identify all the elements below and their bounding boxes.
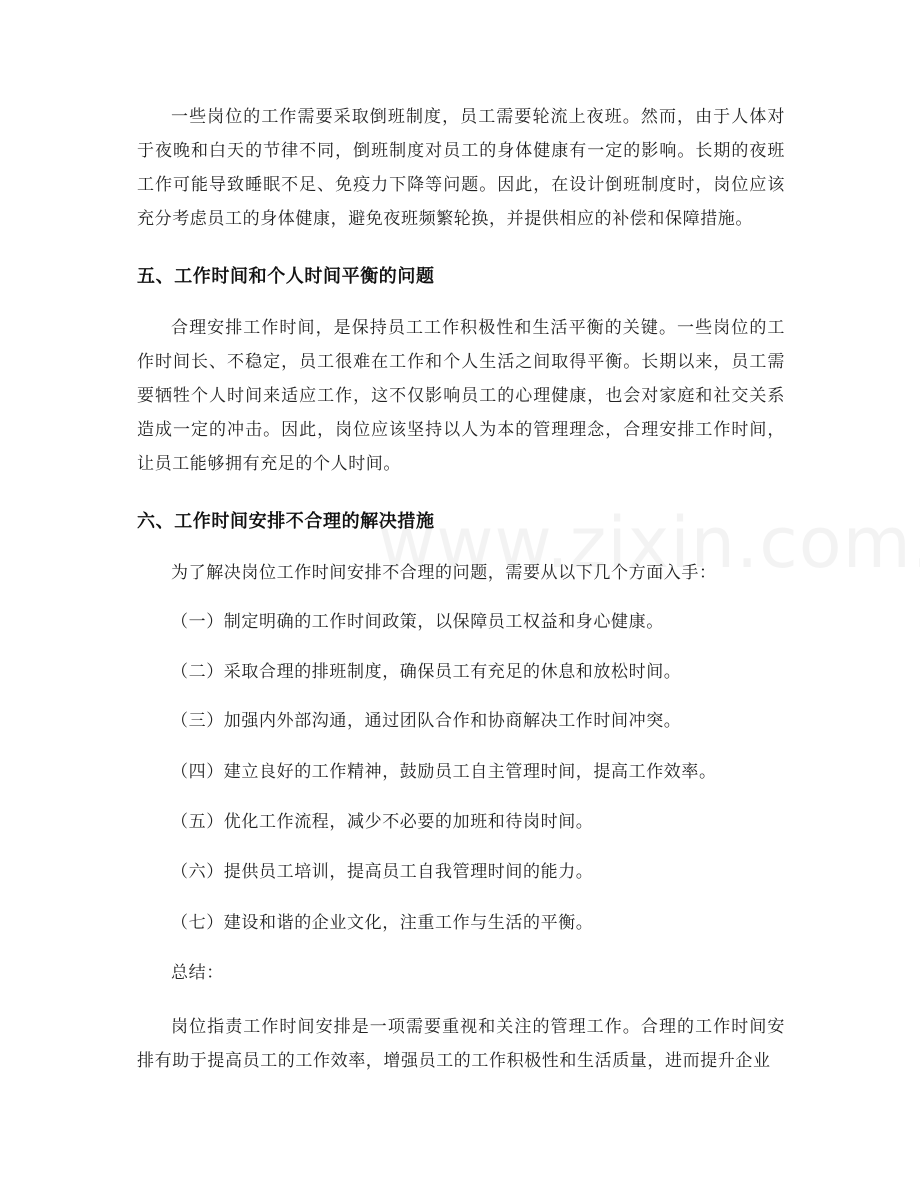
list-item: （一）制定明确的工作时间政策，以保障员工权益和身心健康。	[171, 612, 664, 632]
section-heading-6: 六、工作时间安排不合理的解决措施	[137, 511, 435, 532]
paragraph-shift-system: 一些岗位的工作需要采取倒班制度，员工需要轮流上夜班。然而，由于人体对于夜晚和白天的节律不同，倒班制度对员工的身体健康有一定的影响。长期的夜班工作可能导致睡眠不足、免疫力下降等问题。因此，在设计倒班制度时，岗位应该充分考虑员工的身体健康，避免夜班频繁轮换，并提供相应的补偿和保障措施。	[137, 107, 785, 229]
section-heading-5: 五、工作时间和个人时间平衡的问题	[137, 266, 435, 287]
summary-label: 总结：	[171, 963, 224, 983]
list-item: （五）优化工作流程，减少不必要的加班和待岗时间。	[171, 812, 594, 832]
list-item: （四）建立良好的工作精神，鼓励员工自主管理时间，提高工作效率。	[171, 762, 717, 782]
list-item: （七）建设和谐的企业文化，注重工作与生活的平衡。	[171, 913, 594, 933]
list-item: （六）提供员工培训，提高员工自我管理时间的能力。	[171, 862, 594, 882]
list-item: （二）采取合理的排班制度，确保员工有充足的休息和放松时间。	[171, 662, 682, 682]
paragraph-solutions-intro: 为了解决岗位工作时间安排不合理的问题，需要从以下几个方面入手：	[171, 563, 717, 583]
paragraph-summary: 岗位指责工作时间安排是一项需要重视和关注的管理工作。合理的工作时间安排有助于提高员工的工作效率，增强员工的工作积极性和生活质量，进而提升企业	[137, 1017, 785, 1071]
list-item: （三）加强内外部沟通，通过团队合作和协商解决工作时间冲突。	[171, 711, 682, 731]
paragraph-work-life-balance: 合理安排工作时间，是保持员工工作积极性和生活平衡的关键。一些岗位的工作时间长、不稳定，员工很难在工作和个人生活之间取得平衡。长期以来，员工需要牺牲个人时间来适应工作，这不仅影响员工的心理健康，也会对家庭和社交关系造成一定的冲击。因此，岗位应该坚持以人为本的管理理念，合理安排工作时间，让员工能够拥有充足的个人时间。	[137, 318, 785, 474]
